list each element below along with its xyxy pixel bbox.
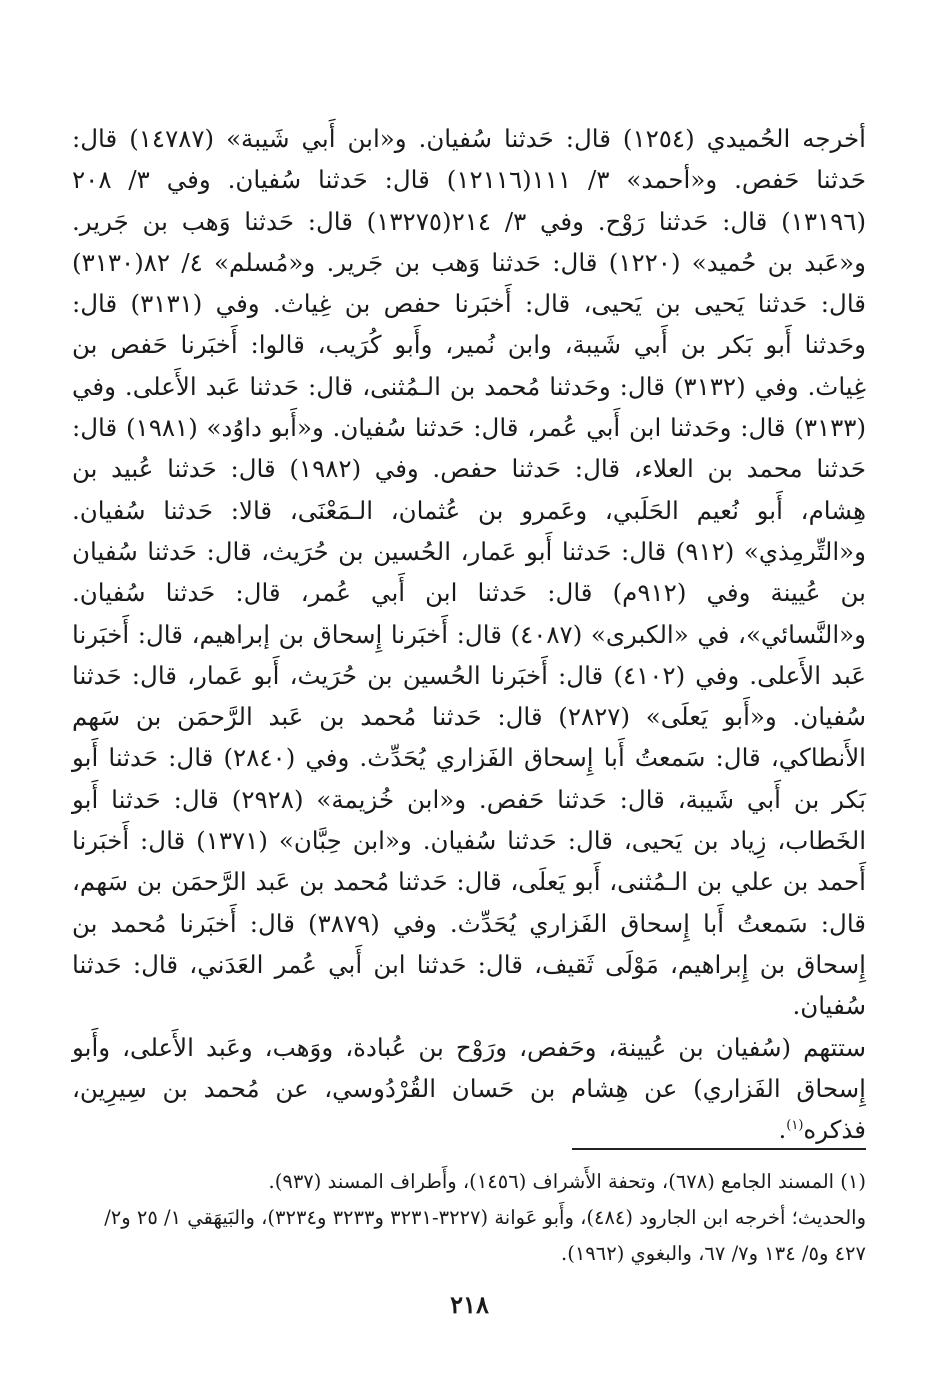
- page: [72, 118, 867, 1265]
- body-paragraph-2: ستتهم (سُفيان بن عُيينة، وحَفص، ورَوْح بن عُبادة، ووَهب، وعَبد الأَعلى، وأَبو إِسحاق الفَزاري) عن هِشام بن حَسان القُرْدُوسي، عن مُحمد بن سِيرِين، فذكره$^{(١)}$.: [72, 1032, 866, 1145]
- footnote-2: والحديث؛ أخرجه ابن الجارود (٤٨٤)، وأَبو عَوانة (٣٢٢٧-٣٢٣١ و٣٢٣٣ و٣٢٣٤)، والبَيهَقي ١/ ٢٥ و٢/ ٤٢٧ و٥/ ١٣٤ و٧/ ٦٧، والبغوي (١٩٦٢).: [104, 1206, 866, 1265]
- body-paragraph-1: أخرجه الحُميدي (١٢٥٤) قال: حَدثنا سُفيان. و«ابن أَبي شَيبة» (١٤٧٨٧) قال: حَدثنا حَفص. و«أحمد» ٣/ ١١١(١٢١١٦) قال: حَدثنا سُفيان. وفي ٣/ ٢٠٨ (١٣١٩٦) قال: حَدثنا رَوْح. وفي ٣/ ٢١٤(١٣٢٧٥) قال: حَدثنا وَهب بن جَرير. و«عَبد بن حُميد» (١٢٢٠) قال: حَدثنا وَهب بن جَرير. و«مُسلم» ٤/ ٨٢(٣١٣٠) قال: حَدثنا يَحيى بن يَحيى، قال: أَخبَرنا حفص بن غِياث. وفي (٣١٣١) قال: وحَدثنا أَبو بَكر بن أَبي شَيبة، وابن نُمير، وأَبو كُرَيب، قالوا: أَخبَرنا حَفص بن غِياث. وفي (٣١٣٢) قال: وحَدثنا مُحمد بن الـمُثنى، قال: حَدثنا عَبد الأَعلى. وفي (٣١٣٣) قال: وحَدثنا ابن أَبي عُمر، قال: حَدثنا سُفيان. و«أَبو داوُد» (١٩٨١) قال: حَدثنا محمد بن العلاء، قال: حَدثنا حفص. وفي (١٩٨٢) قال: حَدثنا عُبيد بن هِشام، أَبو نُعيم الحَلَبي، وعَمرو بن عُثمان، الـمَعْنَى، قالا: حَدثنا سُفيان. و«التِّرمِذي» (٩١٢) قال: حَدثنا أَبو عَمار، الحُسين بن حُرَيث، قال: حَدثنا سُفيان بن عُيينة وفي (٩١٢م) قال: حَدثنا ابن أَبي عُمر، قال: حَدثنا سُفيان. و«النَّسائي»، في «الكبرى» (٤٠٨٧) قال: أَخبَرنا إِسحاق بن إبراهيم، قال: أَخبَرنا عَبد الأَعلى. وفي (٤١٠٢) قال: أَخبَرنا الحُسين بن حُرَيث، أَبو عَمار، قال: حَدثنا سُفيان. و«أَبو يَعلَى» (٢٨٢٧) قال: حَدثنا مُحمد بن عَبد الرَّحمَن بن سَهم الأَنطاكي، قال: سَمعتُ أَبا إِسحاق الفَزاري يُحَدِّث. وفي (٢٨٤٠) قال: حَدثنا أَبو بَكر بن أَبي شَيبة، قال: حَدثنا حَفص. و«ابن خُزيمة» (٢٩٢٨) قال: حَدثنا أَبو الخَطاب، زِياد بن يَحيى، قال: حَدثنا سُفيان. و«ابن حِبَّان» (١٣٧١) قال: أَخبَرنا أَحمد بن علي بن الـمُثنى، أَبو يَعلَى، قال: حَدثنا مُحمد بن عَبد الرَّحمَن بن سَهم، قال: سَمعتُ أَبا إِسحاق الفَزاري يُحَدِّث. وفي (٣٨٧٩) قال: أَخبَرنا مُحمد بن إِسحاق بن إِبراهيم، مَوْلَى ثَقيف، قال: حَدثنا ابن أَبي عُمر العَدَني، قال: حَدثنا سُفيان.: [72, 124, 867, 1021]
- page-number: ٢١٨: [450, 1290, 489, 1319]
- main-text: [72, 118, 866, 1150]
- body-paragraph-2-text: ستتهم (سُفيان بن عُيينة، وحَفص، ورَوْح بن عُبادة، ووَهب، وعَبد الأَعلى، وأَبو إِسحاق الفَزاري) عن هِشام بن حَسان القُرْدُوسي، عن مُحمد بن سِيرِين، فذكره: [72, 1032, 866, 1145]
- footnote-divider: [572, 1148, 866, 1150]
- footnotes: [72, 1164, 866, 1272]
- footnote-reference[interactable]: (١): [786, 1117, 804, 1133]
- footnote-1: (١) المسند الجامع (٦٧٨)، وتحفة الأَشراف (١٤٥٦)، وأَطراف المسند (٩٣٧).: [268, 1170, 866, 1193]
